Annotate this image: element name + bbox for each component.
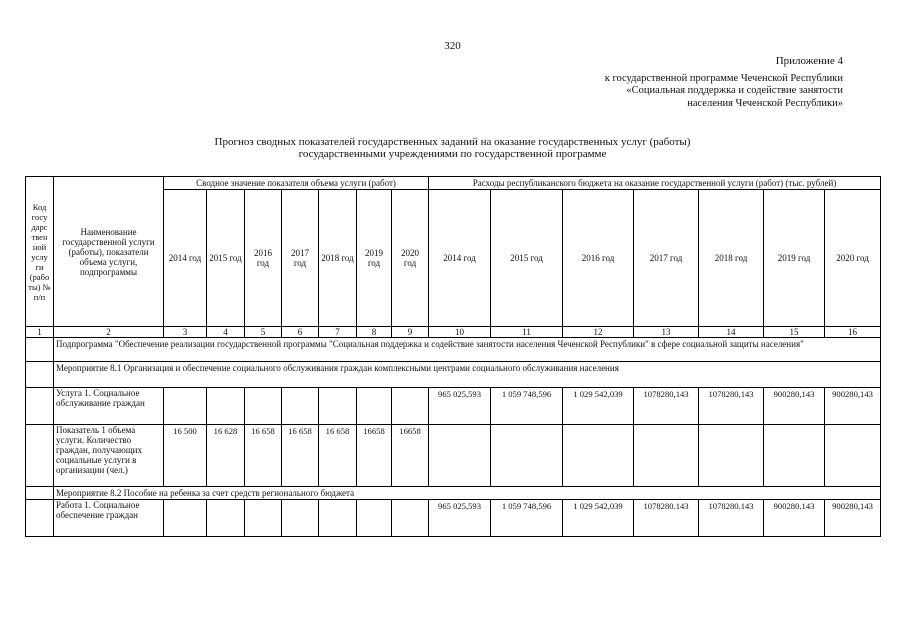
- measure-row: [26, 487, 881, 500]
- budget-cell: 965 025,593: [429, 500, 491, 537]
- budget-cell: [764, 425, 825, 487]
- appendix-line: населения Чеченской Республики»: [687, 97, 843, 109]
- header-volume-year: 2016 год: [245, 190, 282, 327]
- budget-cell: [429, 425, 491, 487]
- header-volume-year: 2017 год: [282, 190, 319, 327]
- budget-cell: 1 029 542,039: [563, 500, 634, 537]
- budget-cell: 1 059 748,596: [491, 500, 563, 537]
- volume-cell: 16 658: [319, 425, 357, 487]
- volume-cell: 16 658: [282, 425, 319, 487]
- volume-cell: [282, 388, 319, 425]
- column-index: 6: [282, 327, 319, 338]
- column-index: 1: [26, 327, 54, 338]
- column-index: 7: [319, 327, 357, 338]
- row-code: [26, 388, 54, 425]
- volume-cell: [164, 388, 207, 425]
- measure-code-cell: [26, 362, 54, 388]
- volume-cell: [357, 388, 392, 425]
- measure-8-2-title: Мероприятие 8.2 Пособие на ребенка за счет средств регионального бюджета: [54, 487, 881, 500]
- subprogram-row: [26, 338, 881, 362]
- header-budget-year: 2019 год: [764, 190, 825, 327]
- volume-cell: [319, 388, 357, 425]
- volume-cell: [392, 500, 429, 537]
- measure-8-1-title: Мероприятие 8.1 Организация и обеспечение социального обслуживания граждан комплексными центрами социального обслуживания населения: [54, 362, 881, 388]
- table-row-indicator: [26, 425, 881, 487]
- appendix-line: «Социальная поддержка и содействие занятости: [626, 85, 843, 96]
- appendix-title: Приложение 4: [775, 55, 843, 67]
- budget-cell: [491, 425, 563, 487]
- forecast-table: [25, 176, 881, 537]
- volume-cell: [392, 388, 429, 425]
- volume-cell: 16658: [392, 425, 429, 487]
- budget-cell: 1 029 542,039: [563, 388, 634, 425]
- row-code: [26, 500, 54, 537]
- volume-cell: [319, 500, 357, 537]
- column-index: 5: [245, 327, 282, 338]
- volume-cell: [245, 500, 282, 537]
- column-index: 12: [563, 327, 634, 338]
- budget-cell: [563, 425, 634, 487]
- column-index: 16: [825, 327, 881, 338]
- header-budget-year: 2018 год: [699, 190, 764, 327]
- volume-cell: [207, 500, 245, 537]
- budget-cell: [825, 425, 881, 487]
- budget-cell: 1078280.143: [634, 500, 699, 537]
- measure-row: [26, 362, 881, 388]
- header-budget-year: 2014 год: [429, 190, 491, 327]
- header-budget-group: Расходы республиканского бюджета на оказание государственной услуги (работ) (тыс. рублей): [429, 177, 881, 190]
- column-index: 11: [491, 327, 563, 338]
- subprogram-code-cell: [26, 338, 54, 362]
- header-budget-year: 2017 год: [634, 190, 699, 327]
- budget-cell: 1078280,143: [699, 388, 764, 425]
- budget-cell: 900280,143: [825, 500, 881, 537]
- budget-cell: [699, 425, 764, 487]
- budget-cell: 1078280,143: [634, 388, 699, 425]
- column-index: 10: [429, 327, 491, 338]
- header-budget-year: 2016 год: [563, 190, 634, 327]
- subprogram-title: Подпрограмма "Обеспечение реализации государственной программы "Социальная поддержка и содействие занятости населения Чеченской Республики" в сфере социальной защиты населения": [54, 338, 881, 362]
- volume-cell: [207, 388, 245, 425]
- column-index: 4: [207, 327, 245, 338]
- header-budget-year: 2015 год: [491, 190, 563, 327]
- measure-code-cell: [26, 487, 54, 500]
- forecast-table-wrapper: [25, 176, 880, 537]
- table-row-service: [26, 388, 881, 425]
- column-index: 8: [357, 327, 392, 338]
- column-index: 13: [634, 327, 699, 338]
- header-volume-year: 2020 год: [392, 190, 429, 327]
- header-volume-year: 2015 год: [207, 190, 245, 327]
- header-name: Наименование государственной услуги (работы), показатели объема услуги, подпрограммы: [54, 177, 164, 327]
- budget-cell: 900280.143: [764, 500, 825, 537]
- volume-cell: [282, 500, 319, 537]
- volume-cell: [164, 500, 207, 537]
- row-name: Работа 1. Социальное обеспечение граждан: [54, 500, 164, 537]
- budget-cell: [634, 425, 699, 487]
- volume-cell: 16658: [357, 425, 392, 487]
- row-name: Услуга 1. Социальное обслуживание граждан: [54, 388, 164, 425]
- budget-cell: 900280,143: [825, 388, 881, 425]
- header-code: Код госу дарс твен ной услу ги (рабо ты) № п/п: [26, 177, 54, 327]
- volume-cell: 16 628: [207, 425, 245, 487]
- header-volume-group: Сводное значение показателя объема услуги (работ): [164, 177, 429, 190]
- header-volume-year: 2018 год: [319, 190, 357, 327]
- budget-cell: 1078280.143: [699, 500, 764, 537]
- table-row-work: [26, 500, 881, 537]
- page-number: 320: [444, 40, 461, 52]
- column-index: 9: [392, 327, 429, 338]
- document-title-line: Прогноз сводных показателей государственных заданий на оказание государственных услуг (работы): [214, 136, 691, 148]
- header-budget-year: 2020 год: [825, 190, 881, 327]
- budget-cell: 1 059 748,596: [491, 388, 563, 425]
- column-index: 14: [699, 327, 764, 338]
- column-index-row: [26, 327, 881, 338]
- column-index: 2: [54, 327, 164, 338]
- budget-cell: 965 025,593: [429, 388, 491, 425]
- document-title-line: государственными учреждениями по государственной программе: [298, 148, 607, 160]
- header-volume-year: 2014 год: [164, 190, 207, 327]
- column-index: 15: [764, 327, 825, 338]
- header-volume-year: 2019 год: [357, 190, 392, 327]
- volume-cell: [357, 500, 392, 537]
- volume-cell: [245, 388, 282, 425]
- column-index: 3: [164, 327, 207, 338]
- row-code: [26, 425, 54, 487]
- appendix-block: [523, 55, 843, 110]
- document-title: [0, 136, 905, 160]
- budget-cell: 900280,143: [764, 388, 825, 425]
- row-name: Показатель 1 объема услуги. Количество граждан, получающих социальные услуги в организации (чел.): [54, 425, 164, 487]
- appendix-line: к государственной программе Чеченской Республики: [604, 72, 843, 84]
- volume-cell: 16 500: [164, 425, 207, 487]
- volume-cell: 16 658: [245, 425, 282, 487]
